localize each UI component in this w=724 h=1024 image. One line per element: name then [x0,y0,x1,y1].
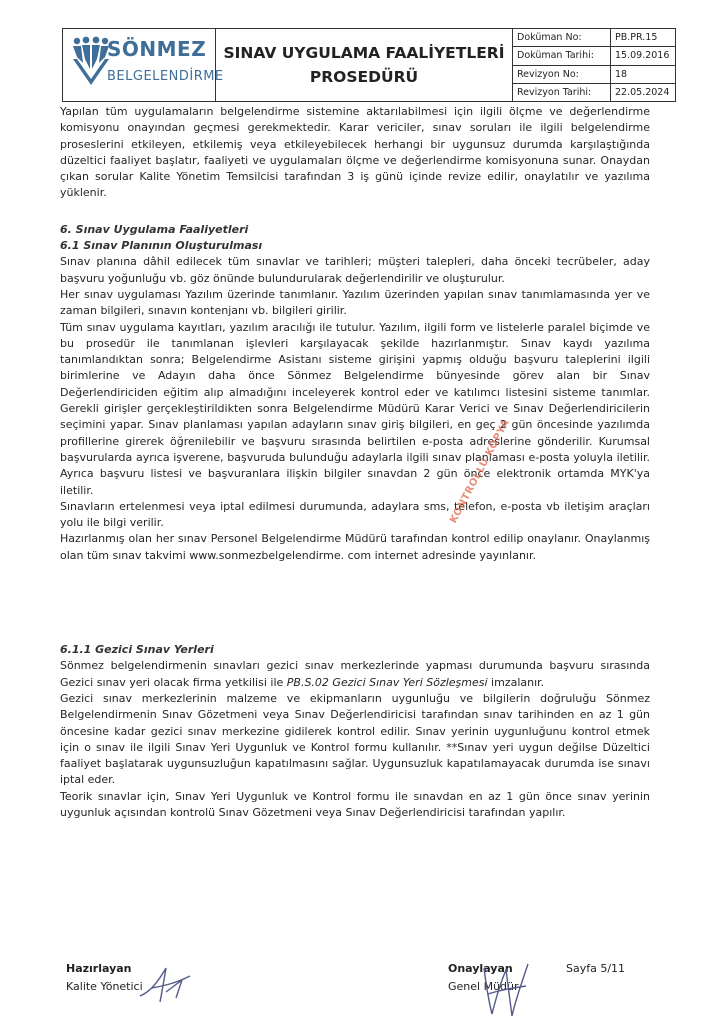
paragraph: Tüm sınav uygulama kayıtları, yazılım aracılığı ile tutulur. Yazılım, ilgili form ve listelerle paralel biçimde ve bu prosedür ile tanımlanan işlevleri karşılayacak şekilde hazırlanmıştır. Sınav kaydı yazılıma tanımlandıktan sonra; Belgelendirme Asistanı sisteme girişini yapmış olduğu başvuru taleplerini ilgili birimlerine ve Adayın daha önce Sönmez Belgelendirme bünyesinde görev alan bir Sınav Değerlendiriciden eğitim alıp almadığını inceleyerek kontrol eder ve katılımcı listesini sisteme tanımlar. Gerekli girişler gerçekleştirildikten sonra Belgelendirme Müdürü Karar Verici ve Sınav Değerlendiricilerin seçimini yapar. Sınav planlaması yapılan adayların sınav giriş bilgileri, en geç 2 gün öncesinde yazılımda profillerine girerek öğrenilebilir ve başvuru sırasında belirtilen e-posta adreslerine gönderilir. Kurumsal başvurularda ayrıca işverene, başvuruda bulunduğu adaylarla ilgili sınav planlaması e-posta yoluyla iletilir. Ayrıca başvuru listesi ve başvuranlara ilişkin bilgiler sınavdan 2 gün önce elektronik ortamda MYK'ya iletilir. [60,320,650,497]
meta-label: Revizyon No: [513,66,611,83]
section-heading: 6. Sınav Uygulama Faaliyetleri [60,222,249,236]
prepared-label: Hazırlayan [66,962,132,975]
text-run: imzalanır. [487,675,545,689]
meta-row [513,29,675,47]
title-line-1: SINAV UYGULAMA FAALİYETLERİ [223,44,505,62]
meta-value: 22.05.2024 [615,86,670,98]
paragraph: Her sınav uygulaması Yazılım üzerinde tanımlanır. Yazılım üzerinden yapılan sınav tanımlamasında yer ve zaman bilgileri, sınavın kontenjanı vb. bilgileri girilir. [60,287,650,318]
title-line-2: PROSEDÜRÜ [309,68,419,86]
meta-label: Doküman No: [513,29,611,46]
controlled-copy-stamp: KONTROLLÜ KOPYA [448,417,513,526]
form-reference: PB.S.02 Gezici Sınav Yeri Sözleşmesi [286,675,488,689]
paragraph [60,658,650,691]
paragraph: Gezici sınav merkezlerinin malzeme ve ekipmanların uygunluğu ve bilgilerin doğruluğu Sönmez Belgelendirmenin Sınav Gözetmeni veya Sınav Değerlendiricisi tarafından sınav tarihinden en az 1 gün öncesine kadar gezici sınav merkezine gidilerek kontrol edilir. Sınav yerinin uygunluğunu kontrol etmek için o sınav ile ilgili Sınav Yeri Uygunluk ve Kontrol formu kullanılır. **Sınav yeri uygun değilse Düzeltici faaliyet başlatarak uygunsuzluğun kapatılmasını sağlar. Uygunsuzluk kapatılamayacak durumda ise sınavı iptal eder. [60,691,650,787]
paragraph: Hazırlanmış olan her sınav Personel Belgelendirme Müdürü tarafından kontrol edilip onaylanır. Onaylanmış olan tüm sınav takvimi www.sonmezbelgelendirme. com internet adresinde yayınlanır. [60,532,650,562]
document-title [216,29,513,101]
subsection-heading: 6.1.1 Gezici Sınav Yerleri [60,643,214,657]
page-number: Sayfa 5/11 [566,962,626,975]
document-meta-table [513,29,675,101]
signature-image [478,958,534,1020]
document-body [60,104,650,821]
meta-value: 15.09.2016 [615,50,670,62]
meta-row [513,66,675,84]
company-logo [63,29,224,101]
approved-by: Genel Müdür [448,980,519,993]
prepared-by-block [66,960,143,996]
meta-row [513,84,675,101]
document-header [62,28,676,102]
approved-label: Onaylayan [448,962,513,975]
subsection-heading: 6.1 Sınav Planının Oluşturulması [60,239,263,253]
prepared-by: Kalite Yönetici [66,980,143,993]
logo-subtitle: BELGELENDİRME [107,69,224,84]
logo-name: SÖNMEZ [107,37,207,61]
meta-label: Revizyon Tarihi: [513,84,611,101]
meta-row [513,47,675,65]
meta-value: PB.PR.15 [615,32,658,43]
paragraph: Sınav planına dâhil edilecek tüm sınavlar ve tarihleri; müşteri talepleri, daha önceki tecrübeler, aday başvuru yoğunluğu vb. göz önünde bulundurularak değerlendirilir ve oluşturulur. [60,255,650,285]
paragraph: Teorik sınavlar için, Sınav Yeri Uygunluk ve Kontrol formu ile sınavdan en az 1 gün önce sınav yerinin uygunluk açısından kontrolü Sınav Gözetmeni veya Sınav Değerlendiricisi tarafından yapılır. [60,789,650,819]
meta-value: 18 [615,68,628,80]
text-run: Sönmez belgelendirmenin sınavları gezici sınav merkezlerinde yapması durumunda başvuru sırasında Gezici sınav yeri olacak firma yetkilisi ile [60,659,650,689]
paragraph: Yapılan tüm uygulamaların belgelendirme sistemine aktarılabilmesi için ilgili ölçme ve değerlendirme komisyonu onayından geçmesi gerekmektedir. Karar vericiler, sınav soruları ile ilgili belgelendirme proseslerini etkileyen, etkilemiş veya etkileyebilecek herhangi bir uygunsuz durumda karşılaştığında düzeltici faaliyet başlatır, faaliyeti ve uygulamaları ölçme ve değerlendirme komisyonuna sunar. Onaydan çıkan sorular Kalite Yönetim Temsilcisi tarafından 3 iş günü içinde revize edilir, onaylatılır ve yazılıma yüklenir. [60,105,650,200]
signature-image [136,962,196,1006]
meta-label: Doküman Tarihi: [513,47,611,64]
paragraph: Sınavların ertelenmesi veya iptal edilmesi durumunda, adaylara sms, telefon, e-posta vb iletişim araçları yolu ile bilgi verilir. [60,499,650,530]
logo-people-icon [71,35,111,91]
